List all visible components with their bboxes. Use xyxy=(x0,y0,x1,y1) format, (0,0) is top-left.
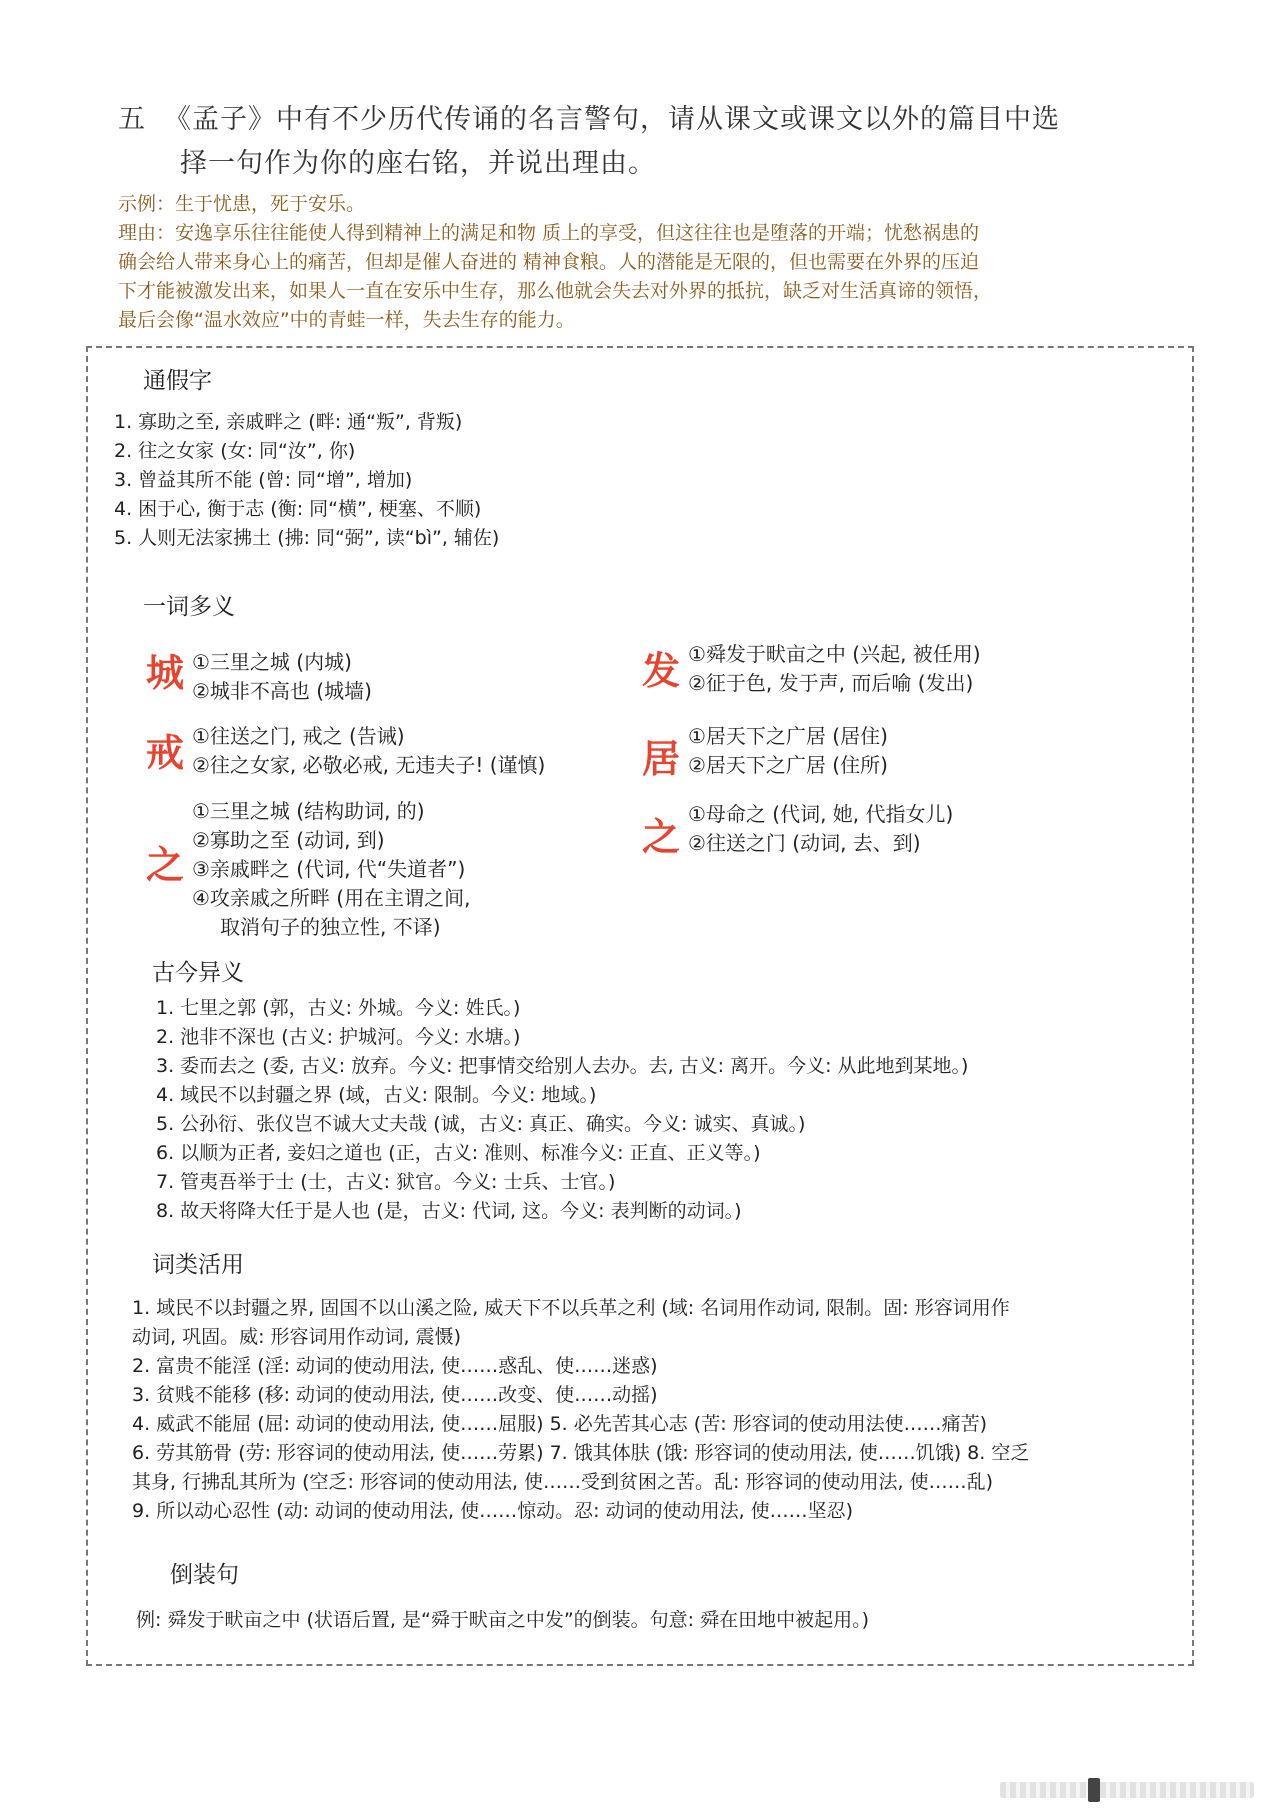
section-title-daozhuangju: 倒装句 xyxy=(170,1562,239,1588)
list-item: 7. 管夷吾举于士 (士，古义: 狱官。今义: 士兵、士官。) xyxy=(156,1171,616,1193)
list-line: 动词, 巩固。威: 形容词用作动词, 震慑) xyxy=(132,1326,462,1348)
list-line: 1. 域民不以封疆之界, 固国不以山溪之险, 威天下不以兵革之利 (域: 名词用作动词, 限制。固: 形容词用作 xyxy=(132,1297,1010,1319)
meaning-group: ①三里之城 (内城) ②城非不高也 (城墙) xyxy=(192,650,372,703)
list-item: 5. 人则无法家拂土 (拂: 同“弼”, 读“bì”, 辅佐) xyxy=(114,527,500,549)
list-item: 2. 往之女家 (女: 同“汝”, 你) xyxy=(114,440,356,462)
scrollbar-track[interactable] xyxy=(1000,1782,1254,1798)
cileihuoyong-list xyxy=(132,1294,1029,1526)
list-line: 6. 劳其筋骨 (劳: 形容词的使动用法, 使……劳累) 7. 饿其体肤 (饿: 形容词的使动用法, 使……饥饿) 8. 空乏 xyxy=(132,1442,1030,1464)
reason-line: 最后会像“温水效应”中的青蛙一样，失去生存的能力。 xyxy=(118,309,575,331)
section-title-cileihuoyong: 词类活用 xyxy=(152,1252,244,1278)
list-item: 1. 寡助之至, 亲戚畔之 (畔: 通“叛”, 背叛) xyxy=(114,411,463,433)
reason-line: 理由：安逸享乐往往能使人得到精神上的满足和物 质上的享受，但这往往也是堕落的开端；忧愁祸患的 xyxy=(118,222,980,244)
list-line: 其身, 行拂乱其所为 (空乏: 形容词的使动用法, 使……受到贫困之苦。乱: 形容词的使动用法, 使……乱) xyxy=(132,1471,993,1493)
question-line-2: 择一句作为你的座右铭，并说出理由。 xyxy=(180,148,656,179)
question-line-1: 五 《孟子》中有不少历代传诵的名言警句，请从课文或课文以外的篇目中选 xyxy=(118,98,1178,142)
list-item: 3. 曾益其所不能 (曾: 同“增”, 增加) xyxy=(114,469,413,491)
example-label: 示例：生于忧患，死于安乐。 xyxy=(118,193,366,215)
scrollbar-thumb[interactable] xyxy=(1088,1778,1100,1802)
daozhuangju-example: 例: 舜发于畎亩之中 (状语后置, 是“舜于畎亩之中发”的倒装。句意: 舜在田地中被起用。) xyxy=(136,1609,870,1631)
list-item: 4. 困于心, 衡于志 (衡: 同“横”, 梗塞、不顺) xyxy=(114,498,482,520)
key-char-zhi-2: 之 xyxy=(642,815,681,859)
meaning-group: ①居天下之广居 (居住) ②居天下之广居 (住所) xyxy=(688,724,888,777)
list-line: 3. 贫贱不能移 (移: 动词的使动用法, 使……改变、使……动摇) xyxy=(132,1384,658,1406)
question-number: 五 xyxy=(118,104,146,135)
list-item: 3. 委而去之 (委, 古义: 放弃。今义: 把事情交给别人去办。去, 古义: 离开。今义: 从此地到某地。) xyxy=(156,1055,969,1077)
key-char-ju: 居 xyxy=(642,737,681,781)
key-char-zhi: 之 xyxy=(146,843,185,887)
question-block xyxy=(118,98,1178,186)
example-answer xyxy=(118,190,1178,335)
list-line: 4. 威武不能屈 (屈: 动词的使动用法, 使……屈服) 5. 必先苦其心志 (苦: 形容词的使动用法使……痛苦) xyxy=(132,1413,988,1435)
key-char-jie: 戒 xyxy=(146,731,185,775)
key-char-cheng: 城 xyxy=(146,651,185,695)
list-item: 4. 域民不以封疆之界 (域，古义: 限制。今义: 地域。) xyxy=(156,1084,597,1106)
gujinyiyi-list xyxy=(156,994,968,1226)
meaning-group: ①舜发于畎亩之中 (兴起, 被任用) ②征于色, 发于声, 而后喻 (发出) xyxy=(688,642,981,695)
list-item: 2. 池非不深也 (古义: 护城河。今义: 水塘。) xyxy=(156,1026,521,1048)
meaning-group: ①往送之门, 戒之 (告诫) ②往之女家, 必敬必戒, 无违夫子! (谨慎) xyxy=(192,724,546,777)
meaning-group: ①母命之 (代词, 她, 代指女儿) ②往送之门 (动词, 去、到) xyxy=(688,802,954,855)
list-item: 8. 故天将降大任于是人也 (是，古义: 代词, 这。今义: 表判断的动词。) xyxy=(156,1200,742,1222)
meaning-group: ①三里之城 (结构助词, 的) ②寡助之至 (动词, 到) ③亲戚畔之 (代词, 代“失道者”) ④攻亲戚之所畔 (用在主谓之间, 取消句子的独立性, 不译) xyxy=(192,799,471,939)
list-item: 6. 以顺为正者, 妾妇之道也 (正，古义: 准则、标准今义: 正直、正义等。) xyxy=(156,1142,761,1164)
list-item: 5. 公孙衍、张仪岂不诚大丈夫哉 (诚，古义: 真正、确实。今义: 诚实、真诚。) xyxy=(156,1113,806,1135)
key-char-fa: 发 xyxy=(642,649,681,693)
list-line: 2. 富贵不能淫 (淫: 动词的使动用法, 使……惑乱、使……迷惑) xyxy=(132,1355,658,1377)
reason-line: 确会给人带来身心上的痛苦，但却是催人奋进的 精神食粮。人的潜能是无限的，但也需要在外界的压迫 xyxy=(118,251,980,273)
section-title-tongjiazi: 通假字 xyxy=(143,368,212,394)
list-item: 1. 七里之郭 (郭，古义: 外城。今义: 姓氏。) xyxy=(156,997,521,1019)
tongjiazi-list xyxy=(114,408,499,553)
list-line: 9. 所以动心忍性 (动: 动词的使动用法, 使……惊动。忍: 动词的使动用法, 使……坚忍) xyxy=(132,1500,854,1522)
reason-line: 下才能被激发出来，如果人一直在安乐中生存，那么他就会失去对外界的抵抗，缺乏对生活真谛的领悟， xyxy=(118,280,993,302)
section-title-yiciduoyi: 一词多义 xyxy=(143,594,235,620)
section-title-gujinyiyi: 古今异义 xyxy=(152,960,244,986)
